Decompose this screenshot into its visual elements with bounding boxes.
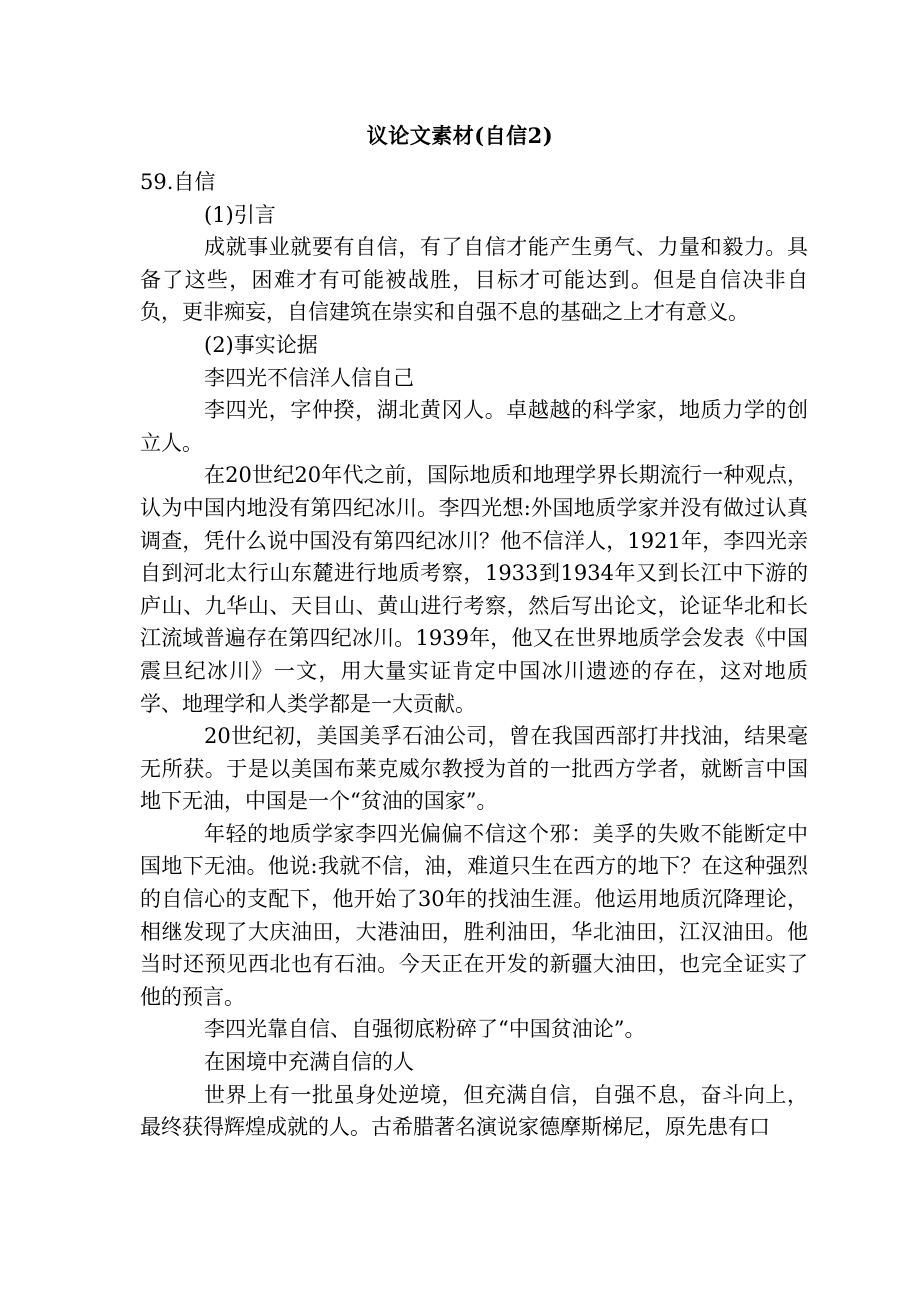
intro-paragraph: 成就事业就要有自信，有了自信才能产生勇气、力量和毅力。具备了这些，困难才有可能被战胜，目标才可能达到。但是自信决非自负，更非痴妄，自信建筑在崇实和自强不息的基础之上才有意义。 (140, 235, 808, 325)
intro-heading: (1)引言 (204, 202, 276, 227)
section-heading: 59.自信 (140, 170, 216, 194)
document-title: 议论文素材(自信2) (366, 123, 554, 148)
story-title: 在困境中充满自信的人 (204, 1050, 414, 1075)
story-paragraph: 在20世纪20年代之前，国际地质和地理学界长期流行一种观点，认为中国内地没有第四纪冰川。李四光想:外国地质学家并没有做过认真调查，凭什么说中国没有第四纪冰川？他不信洋人，1921年，李四光亲自到河北太行山东麓进行地质考察，1933到1934年又到长江中下游的庐山、九华山、天目山、黄山进行考察，然后写出论文，论证华北和长江流域普遍存在第四纪冰川。1939年，他又在世界地质学会发表《中国震旦纪冰川》一文，用大量实证肯定中国冰川遗迹的存在，这对地质学、地理学和人类学都是一大贡献。 (140, 463, 808, 716)
story-paragraph: 李四光，字仲揆，湖北黄冈人。卓越越的科学家，地质力学的创立人。 (140, 398, 808, 455)
story-title: 李四光不信洋人信自己 (204, 365, 414, 390)
facts-heading: (2)事实论据 (204, 332, 318, 357)
story-conclusion: 李四光靠自信、自强彻底粉碎了“中国贫油论”。 (204, 1017, 646, 1042)
story-paragraph: 年轻的地质学家李四光偏偏不信这个邪：美孚的失败不能断定中国地下无油。他说:我就不信，油，难道只生在西方的地下？在这种强烈的自信心的支配下，他开始了30年的找油生涯。他运用地质沉降理论，相继发现了大庆油田，大港油田，胜利油田，华北油田，江汉油田。他当时还预见西北也有石油。今天正在开发的新疆大油田，也完全证实了他的预言。 (140, 821, 808, 1009)
story-paragraph: 世界上有一批虽身处逆境，但充满自信，自强不息，奋斗向上，最终获得辉煌成就的人。古希腊著名演说家德摩斯梯尼，原先患有口 (140, 1082, 808, 1140)
story-paragraph: 20世纪初，美国美孚石油公司，曾在我国西部打井找油，结果毫无所获。于是以美国布莱克威尔教授为首的一批西方学者，就断言中国地下无油，中国是一个“贫油的国家”。 (140, 724, 808, 814)
document-body (140, 166, 808, 1144)
